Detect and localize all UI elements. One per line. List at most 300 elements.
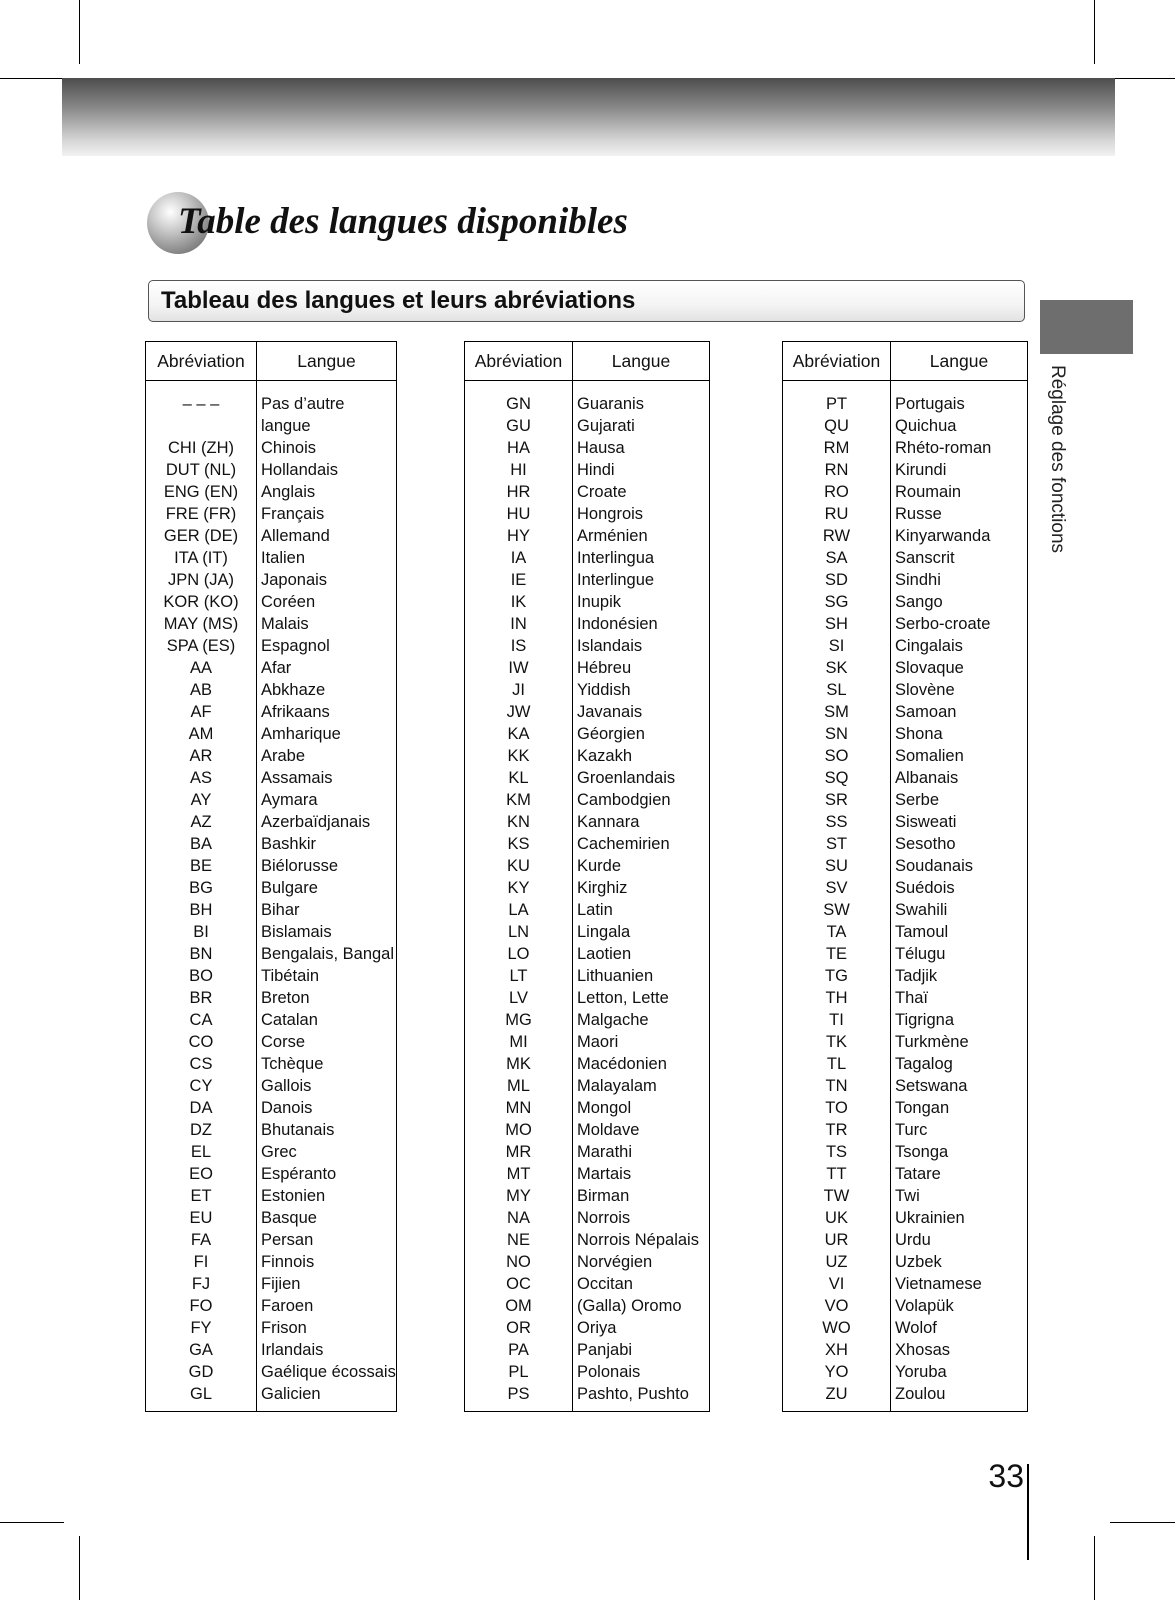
table-row xyxy=(465,459,710,481)
abbreviation-cell: KU xyxy=(465,855,573,877)
abbreviation-cell: UZ xyxy=(783,1251,891,1273)
abbreviation-cell: SR xyxy=(783,789,891,811)
language-cell: Breton xyxy=(261,989,310,1007)
abbreviation-cell: UR xyxy=(783,1229,891,1251)
language-cell: Norvégien xyxy=(577,1253,653,1271)
abbreviation-cell: TW xyxy=(783,1185,891,1207)
language-cell: Yiddish xyxy=(577,681,631,699)
abbreviation-cell: UK xyxy=(783,1207,891,1229)
table-row xyxy=(146,635,397,657)
language-cell: Marathi xyxy=(577,1143,633,1161)
language-table xyxy=(464,341,710,1412)
table-row xyxy=(465,1207,710,1229)
table-body xyxy=(783,381,1028,1412)
abbreviation-cell: BH xyxy=(146,899,257,921)
language-cell: Cingalais xyxy=(895,637,963,655)
language-cell: Mongol xyxy=(577,1099,632,1117)
table-row xyxy=(146,1339,397,1361)
language-cell: Tatare xyxy=(895,1165,941,1183)
language-cell: Roumain xyxy=(895,483,962,501)
table-row xyxy=(146,943,397,965)
abbreviation-cell: AY xyxy=(146,789,257,811)
abbreviation-cell: ITA (IT) xyxy=(146,547,257,569)
language-cell: Slovène xyxy=(895,681,955,699)
abbreviation-cell: NE xyxy=(465,1229,573,1251)
column-header-language: Langue xyxy=(573,342,710,381)
table-header-row xyxy=(465,342,710,381)
language-cell: Assamais xyxy=(261,769,333,787)
abbreviation-cell: RM xyxy=(783,437,891,459)
language-cell: Lithuanien xyxy=(577,967,654,985)
table-body xyxy=(465,381,710,1412)
language-cell: Urdu xyxy=(895,1231,931,1249)
abbreviation-cell: GER (DE) xyxy=(146,525,257,547)
language-cell: Pas d’autre xyxy=(261,395,345,413)
language-cell: Bhutanais xyxy=(261,1121,335,1139)
language-cell: Gaélique écossais xyxy=(261,1363,396,1381)
table-row xyxy=(465,811,710,833)
abbreviation-cell: CY xyxy=(146,1075,257,1097)
table-header-row xyxy=(146,342,397,381)
table-row xyxy=(783,767,1028,789)
abbreviation-cell: KK xyxy=(465,745,573,767)
language-cell: Hollandais xyxy=(261,461,339,479)
table-row xyxy=(465,1031,710,1053)
table-row xyxy=(783,745,1028,767)
abbreviation-cell: JW xyxy=(465,701,573,723)
table-row xyxy=(146,1141,397,1163)
table-row xyxy=(465,701,710,723)
table-row xyxy=(465,965,710,987)
table-row xyxy=(783,789,1028,811)
abbreviation-cell: NO xyxy=(465,1251,573,1273)
abbreviation-cell: TI xyxy=(783,1009,891,1031)
abbreviation-cell: IE xyxy=(465,569,573,591)
language-cell: Bashkir xyxy=(261,835,317,853)
table-row xyxy=(783,833,1028,855)
language-cell: Twi xyxy=(895,1187,920,1205)
abbreviation-cell: KOR (KO) xyxy=(146,591,257,613)
table-row xyxy=(465,1361,710,1383)
abbreviation-cell: CHI (ZH) xyxy=(146,437,257,459)
language-cell: Samoan xyxy=(895,703,957,721)
abbreviation-cell: MT xyxy=(465,1163,573,1185)
language-cell: Tagalog xyxy=(895,1055,953,1073)
language-cell: Groenlandais xyxy=(577,769,676,787)
language-cell: Shona xyxy=(895,725,943,743)
abbreviation-cell: SQ xyxy=(783,767,891,789)
spacer-cell xyxy=(783,381,891,394)
abbreviation-cell: TO xyxy=(783,1097,891,1119)
language-cell: Sango xyxy=(895,593,943,611)
language-cell: Indonésien xyxy=(577,615,658,633)
language-cell: Polonais xyxy=(577,1363,641,1381)
language-cell: Panjabi xyxy=(577,1341,633,1359)
table-body xyxy=(146,381,397,1412)
language-cell: Yoruba xyxy=(895,1363,947,1381)
abbreviation-cell: MK xyxy=(465,1053,573,1075)
column-header-abbreviation: Abréviation xyxy=(465,342,573,381)
abbreviation-cell: OM xyxy=(465,1295,573,1317)
language-cell: Islandais xyxy=(577,637,643,655)
section-heading: Tableau des langues et leurs abréviations xyxy=(161,287,636,314)
spacer-cell xyxy=(146,381,257,394)
language-cell: Sindhi xyxy=(895,571,941,589)
table-row xyxy=(783,415,1028,437)
abbreviation-cell: OC xyxy=(465,1273,573,1295)
abbreviation-cell: TL xyxy=(783,1053,891,1075)
abbreviation-cell: IN xyxy=(465,613,573,635)
table-row xyxy=(146,1119,397,1141)
language-cell: Biélorusse xyxy=(261,857,339,875)
language-cell: Arabe xyxy=(261,747,306,765)
language-cell: Birman xyxy=(577,1187,630,1205)
language-cell: Serbo-croate xyxy=(895,615,991,633)
language-table xyxy=(145,341,397,1412)
language-cell: Latin xyxy=(577,901,613,919)
abbreviation-cell: SD xyxy=(783,569,891,591)
abbreviation-cell: ML xyxy=(465,1075,573,1097)
language-cell: Volapük xyxy=(895,1297,954,1315)
table-row xyxy=(465,789,710,811)
language-cell: Japonais xyxy=(261,571,328,589)
abbreviation-cell: DZ xyxy=(146,1119,257,1141)
abbreviation-cell: SPA (ES) xyxy=(146,635,257,657)
table-row xyxy=(146,1273,397,1295)
abbreviation-cell: TA xyxy=(783,921,891,943)
abbreviation-cell: LA xyxy=(465,899,573,921)
abbreviation-cell: PT xyxy=(783,393,891,415)
table-row xyxy=(783,1075,1028,1097)
abbreviation-cell: AR xyxy=(146,745,257,767)
table-row xyxy=(783,1163,1028,1185)
table-row xyxy=(783,1251,1028,1273)
language-cell: Sanscrit xyxy=(895,549,955,567)
abbreviation-cell: SW xyxy=(783,899,891,921)
table-row xyxy=(146,1207,397,1229)
language-cell: Guaranis xyxy=(577,395,644,413)
table-row xyxy=(465,1317,710,1339)
language-cell: Espéranto xyxy=(261,1165,337,1183)
abbreviation-cell: SM xyxy=(783,701,891,723)
language-cell: Tadjik xyxy=(895,967,938,985)
table-row xyxy=(783,1141,1028,1163)
abbreviation-cell: AA xyxy=(146,657,257,679)
table-row xyxy=(465,1229,710,1251)
abbreviation-cell: IA xyxy=(465,547,573,569)
table-spacer-row xyxy=(465,381,710,394)
spacer-cell xyxy=(257,381,397,394)
language-cell: Uzbek xyxy=(895,1253,942,1271)
table-row xyxy=(465,855,710,877)
abbreviation-cell: VI xyxy=(783,1273,891,1295)
table-row xyxy=(465,481,710,503)
table-row xyxy=(783,921,1028,943)
language-cell: Lingala xyxy=(577,923,631,941)
abbreviation-cell: RU xyxy=(783,503,891,525)
abbreviation-cell: TK xyxy=(783,1031,891,1053)
language-cell: Setswana xyxy=(895,1077,968,1095)
language-cell: langue xyxy=(261,417,311,435)
abbreviation-cell: FJ xyxy=(146,1273,257,1295)
abbreviation-cell: AS xyxy=(146,767,257,789)
abbreviation-cell: LT xyxy=(465,965,573,987)
table-row xyxy=(146,723,397,745)
table-row xyxy=(146,855,397,877)
language-cell: Catalan xyxy=(261,1011,318,1029)
table-row xyxy=(783,1383,1028,1412)
abbreviation-cell: JI xyxy=(465,679,573,701)
crop-mark xyxy=(1110,1522,1175,1523)
language-cell: Slovaque xyxy=(895,659,964,677)
abbreviation-cell: AF xyxy=(146,701,257,723)
table-row xyxy=(465,591,710,613)
abbreviation-cell: LN xyxy=(465,921,573,943)
abbreviation-cell: LV xyxy=(465,987,573,1009)
table-row xyxy=(465,921,710,943)
page-title: Table des langues disponibles xyxy=(178,201,628,242)
table-row xyxy=(783,1339,1028,1361)
abbreviation-cell: SL xyxy=(783,679,891,701)
language-cell: Hongrois xyxy=(577,505,644,523)
abbreviation-cell: WO xyxy=(783,1317,891,1339)
table-row xyxy=(465,723,710,745)
abbreviation-cell: MR xyxy=(465,1141,573,1163)
language-cell: Russe xyxy=(895,505,942,523)
language-cell: (Galla) Oromo xyxy=(577,1297,682,1315)
abbreviation-cell: ENG (EN) xyxy=(146,481,257,503)
crop-mark xyxy=(0,1522,64,1523)
abbreviation-cell: ZU xyxy=(783,1383,891,1412)
abbreviation-cell: EU xyxy=(146,1207,257,1229)
table-row xyxy=(146,899,397,921)
table-row xyxy=(465,987,710,1009)
abbreviation-cell: AB xyxy=(146,679,257,701)
abbreviation-cell: DA xyxy=(146,1097,257,1119)
language-cell: Bislamais xyxy=(261,923,332,941)
page-number: 33 xyxy=(988,1458,1024,1494)
table-row xyxy=(465,833,710,855)
table-row xyxy=(146,459,397,481)
table-row xyxy=(146,437,397,459)
table-row xyxy=(146,1009,397,1031)
language-cell: Turkmène xyxy=(895,1033,969,1051)
language-cell: Wolof xyxy=(895,1319,937,1337)
abbreviation-cell: EO xyxy=(146,1163,257,1185)
language-cell: Hindi xyxy=(577,461,615,479)
abbreviation-cell: SO xyxy=(783,745,891,767)
language-cell: Hausa xyxy=(577,439,625,457)
table-row xyxy=(783,1031,1028,1053)
language-cell: Interlingua xyxy=(577,549,655,567)
abbreviation-cell: SV xyxy=(783,877,891,899)
abbreviation-cell: FI xyxy=(146,1251,257,1273)
table-row xyxy=(465,1185,710,1207)
table-row xyxy=(465,1383,710,1412)
abbreviation-cell: MN xyxy=(465,1097,573,1119)
abbreviation-cell: RO xyxy=(783,481,891,503)
language-cell: Sisweati xyxy=(895,813,957,831)
table-row xyxy=(146,503,397,525)
table-row xyxy=(783,679,1028,701)
table-row xyxy=(146,1163,397,1185)
table-row xyxy=(783,1361,1028,1383)
abbreviation-cell: BN xyxy=(146,943,257,965)
language-cell: Tamoul xyxy=(895,923,949,941)
language-cell: Swahili xyxy=(895,901,948,919)
language-cell: Afrikaans xyxy=(261,703,330,721)
table-row xyxy=(465,1251,710,1273)
language-cell: Xhosas xyxy=(895,1341,951,1359)
crop-mark xyxy=(1094,1536,1095,1600)
language-cell: Allemand xyxy=(261,527,330,545)
table-row xyxy=(146,1229,397,1251)
section-heading-box xyxy=(148,280,1025,322)
abbreviation-cell: SA xyxy=(783,547,891,569)
table-spacer-row xyxy=(783,381,1028,394)
language-cell: Cambodgien xyxy=(577,791,671,809)
abbreviation-cell: FY xyxy=(146,1317,257,1339)
table-row xyxy=(146,569,397,591)
table-row xyxy=(465,613,710,635)
table-row xyxy=(465,767,710,789)
table-row xyxy=(146,833,397,855)
table-row xyxy=(783,591,1028,613)
language-cell: Laotien xyxy=(577,945,632,963)
crop-mark xyxy=(0,78,64,79)
table-row xyxy=(146,481,397,503)
language-cell: Pashto, Pushto xyxy=(577,1385,689,1403)
table-row xyxy=(783,1009,1028,1031)
language-cell: Galicien xyxy=(261,1385,321,1403)
abbreviation-cell: GD xyxy=(146,1361,257,1383)
abbreviation-cell: HR xyxy=(465,481,573,503)
language-cell: Suédois xyxy=(895,879,955,897)
table-row xyxy=(146,1031,397,1053)
table-row xyxy=(783,1207,1028,1229)
abbreviation-cell: SH xyxy=(783,613,891,635)
table-row xyxy=(783,1119,1028,1141)
table-row xyxy=(146,1317,397,1339)
table-row xyxy=(783,1053,1028,1075)
language-cell: Espagnol xyxy=(261,637,330,655)
abbreviation-cell: IS xyxy=(465,635,573,657)
table-row xyxy=(146,701,397,723)
table-row xyxy=(146,745,397,767)
table-row xyxy=(146,1383,397,1412)
abbreviation-cell: PA xyxy=(465,1339,573,1361)
abbreviation-cell: TH xyxy=(783,987,891,1009)
abbreviation-cell: ET xyxy=(146,1185,257,1207)
language-cell: Français xyxy=(261,505,325,523)
table-row xyxy=(783,657,1028,679)
abbreviation-cell: TG xyxy=(783,965,891,987)
table-row xyxy=(783,943,1028,965)
table-row xyxy=(146,679,397,701)
table-row xyxy=(465,525,710,547)
column-header-abbreviation: Abréviation xyxy=(783,342,891,381)
language-cell: Grec xyxy=(261,1143,297,1161)
table-row xyxy=(146,613,397,635)
abbreviation-cell: MG xyxy=(465,1009,573,1031)
language-cell: Kirghiz xyxy=(577,879,628,897)
abbreviation-cell: – – – xyxy=(146,393,257,415)
abbreviation-cell: BG xyxy=(146,877,257,899)
abbreviation-cell: HI xyxy=(465,459,573,481)
abbreviation-cell: XH xyxy=(783,1339,891,1361)
table-row xyxy=(465,635,710,657)
language-cell: Irlandais xyxy=(261,1341,324,1359)
language-cell: Portugais xyxy=(895,395,965,413)
abbreviation-cell: SG xyxy=(783,591,891,613)
language-cell: Tchèque xyxy=(261,1055,324,1073)
table-row xyxy=(783,459,1028,481)
abbreviation-cell: TN xyxy=(783,1075,891,1097)
language-cell: Italien xyxy=(261,549,306,567)
language-cell: Rhéto-roman xyxy=(895,439,992,457)
language-cell: Tsonga xyxy=(895,1143,949,1161)
language-cell: Télugu xyxy=(895,945,946,963)
language-cell: Corse xyxy=(261,1033,306,1051)
abbreviation-cell: SN xyxy=(783,723,891,745)
table-row xyxy=(465,1141,710,1163)
abbreviation-cell: JPN (JA) xyxy=(146,569,257,591)
abbreviation-cell: OR xyxy=(465,1317,573,1339)
table-row xyxy=(783,635,1028,657)
language-cell: Croate xyxy=(577,483,627,501)
table-row xyxy=(783,547,1028,569)
language-cell: Aymara xyxy=(261,791,318,809)
language-cell: Frison xyxy=(261,1319,307,1337)
table-row xyxy=(146,1361,397,1383)
language-cell: Basque xyxy=(261,1209,317,1227)
table-row xyxy=(146,767,397,789)
language-cell: Tibétain xyxy=(261,967,320,985)
abbreviation-cell: KN xyxy=(465,811,573,833)
language-cell: Turc xyxy=(895,1121,928,1139)
abbreviation-cell: HU xyxy=(465,503,573,525)
abbreviation-cell: MO xyxy=(465,1119,573,1141)
abbreviation-cell: DUT (NL) xyxy=(146,459,257,481)
abbreviation-cell: GU xyxy=(465,415,573,437)
table-row xyxy=(783,855,1028,877)
abbreviation-cell: AM xyxy=(146,723,257,745)
abbreviation-cell: CS xyxy=(146,1053,257,1075)
language-cell: Bengalais, Bangal xyxy=(261,945,395,963)
language-cell: Afar xyxy=(261,659,292,677)
abbreviation-cell: TE xyxy=(783,943,891,965)
abbreviation-cell: VO xyxy=(783,1295,891,1317)
language-cell: Abkhaze xyxy=(261,681,326,699)
language-cell: Danois xyxy=(261,1099,313,1117)
side-tab-marker xyxy=(1040,300,1133,354)
abbreviation-cell: RW xyxy=(783,525,891,547)
abbreviation-cell: TT xyxy=(783,1163,891,1185)
table-row xyxy=(146,591,397,613)
abbreviation-cell: SU xyxy=(783,855,891,877)
abbreviation-cell: CO xyxy=(146,1031,257,1053)
language-cell: Martais xyxy=(577,1165,632,1183)
table-row xyxy=(783,613,1028,635)
column-header-language: Langue xyxy=(257,342,397,381)
table-row xyxy=(783,811,1028,833)
language-cell: Kazakh xyxy=(577,747,633,765)
abbreviation-cell: BA xyxy=(146,833,257,855)
table-row xyxy=(146,1075,397,1097)
abbreviation-cell: NA xyxy=(465,1207,573,1229)
language-cell: Moldave xyxy=(577,1121,640,1139)
table-row xyxy=(146,965,397,987)
